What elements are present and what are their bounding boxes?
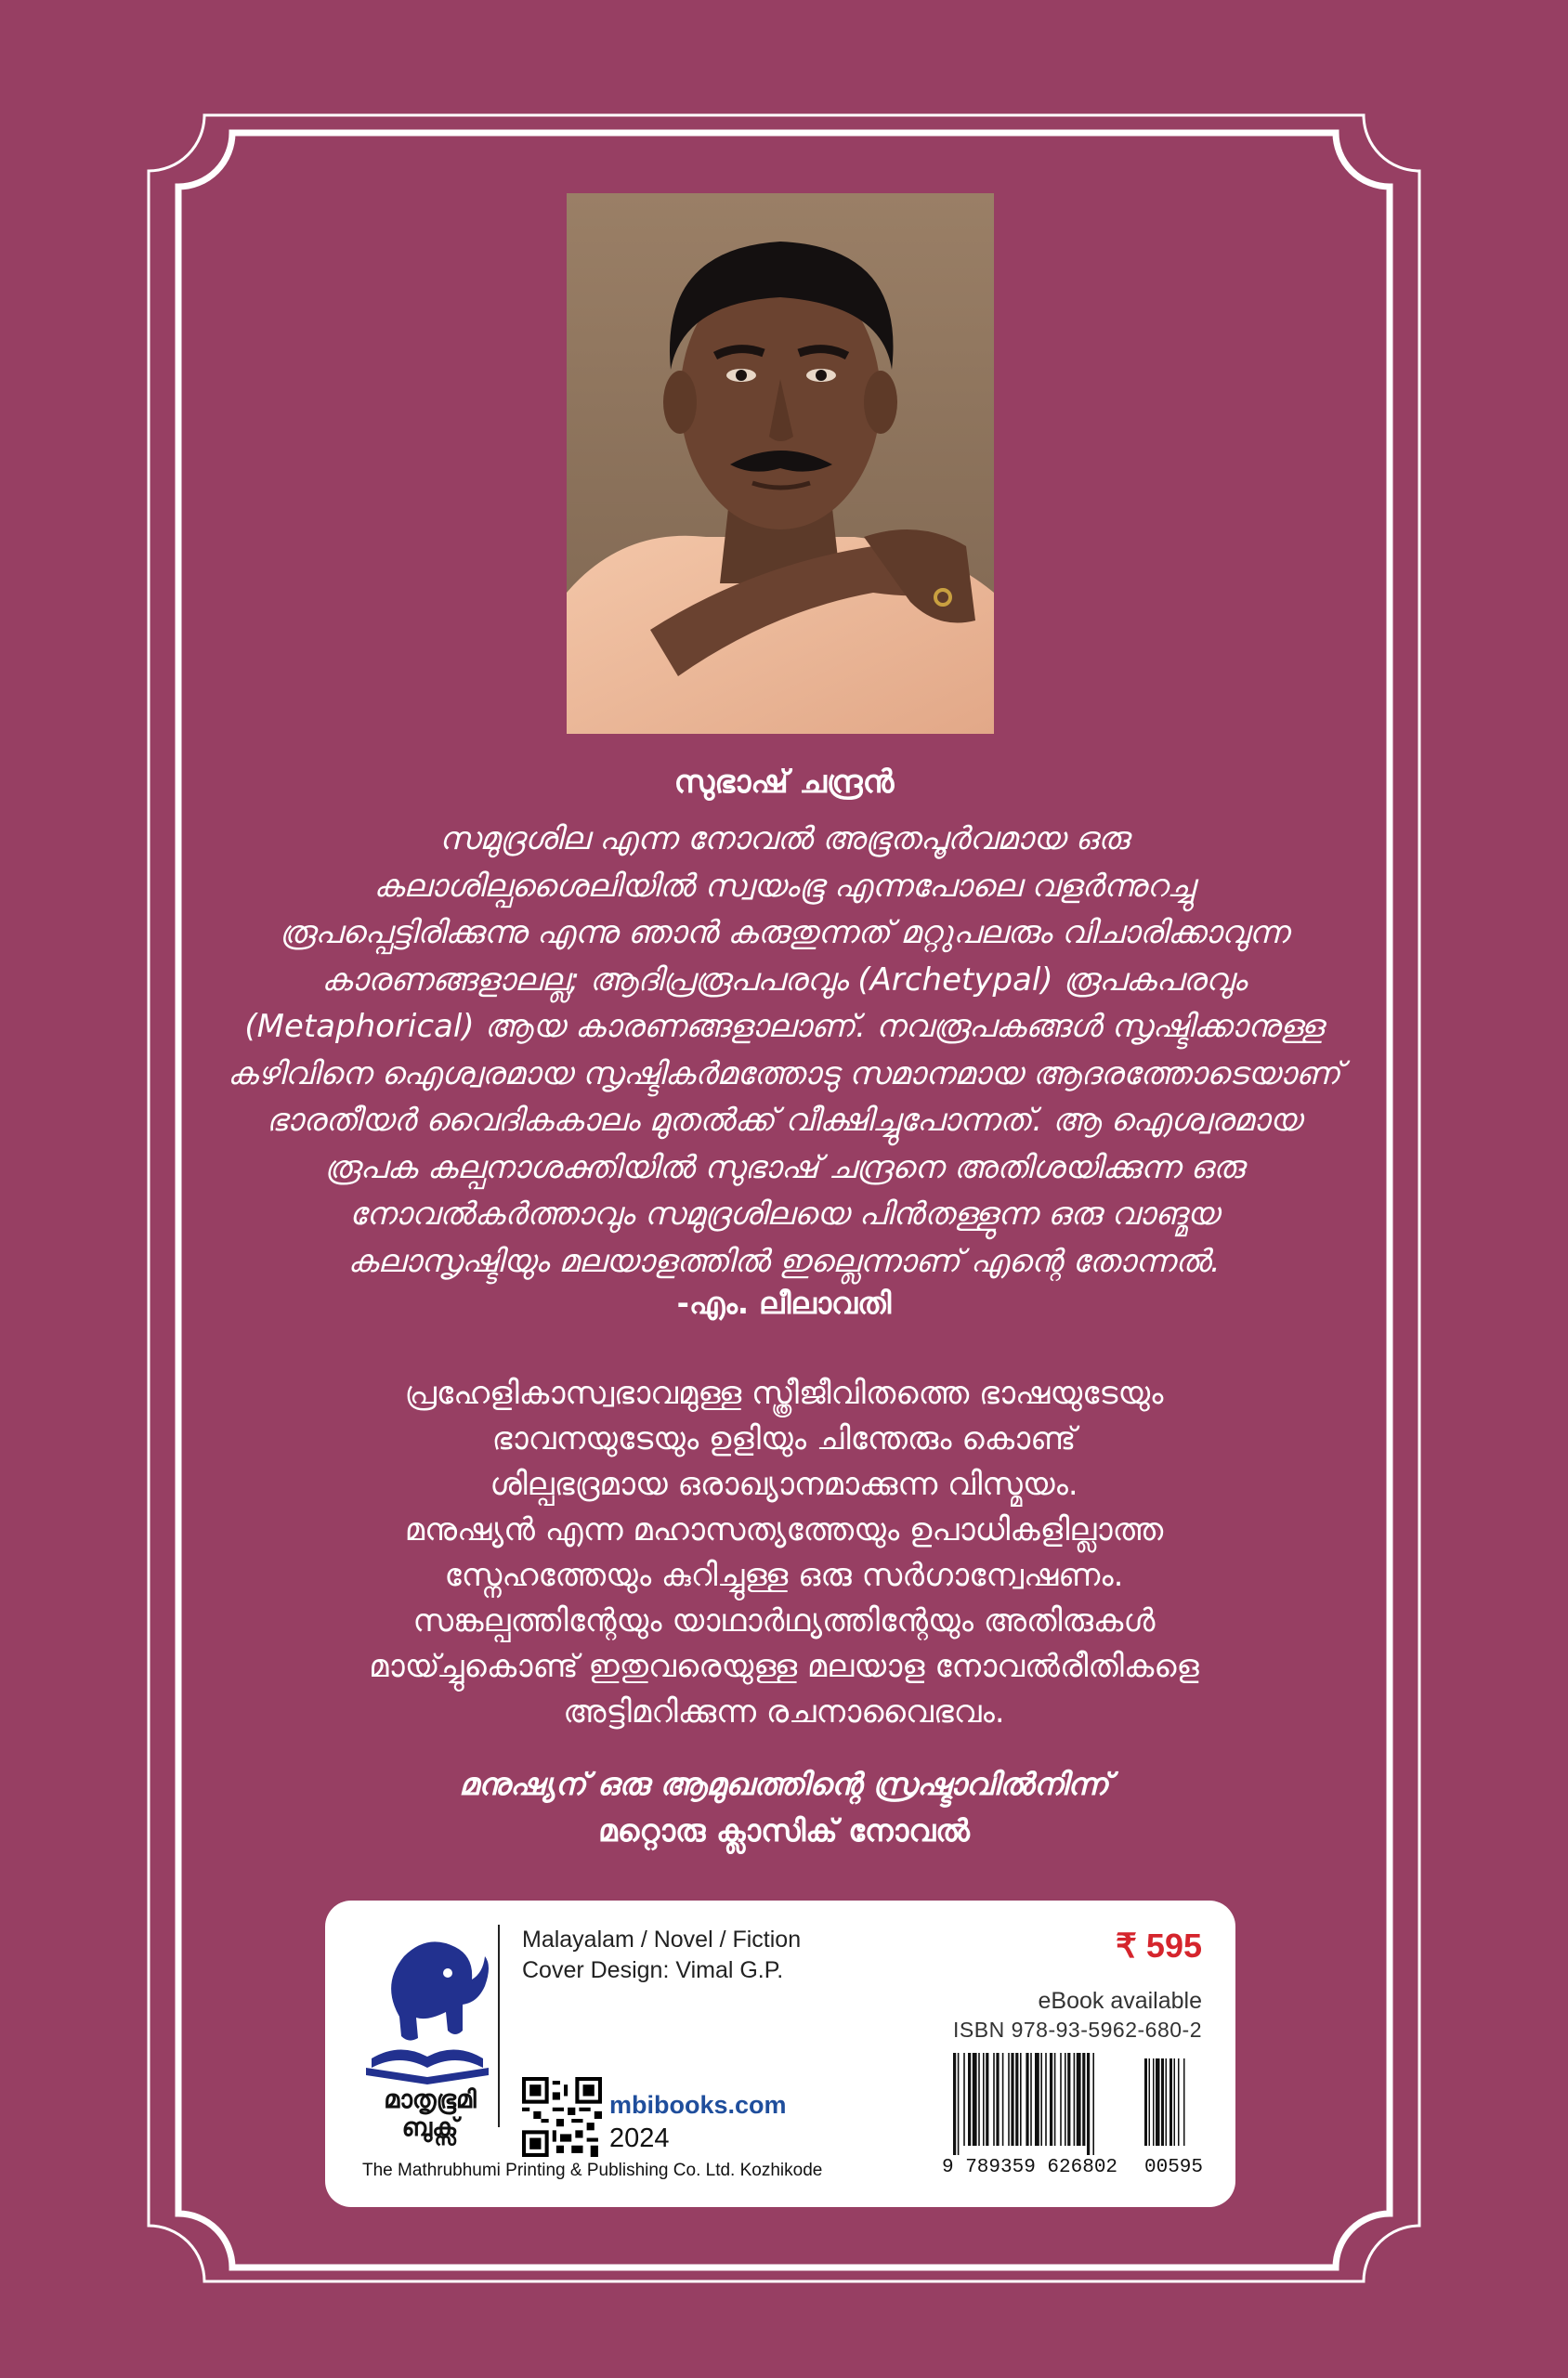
price: ₹ 595 bbox=[1116, 1927, 1202, 1965]
cover-design-text: Cover Design: Vimal G.P. bbox=[522, 1957, 784, 1983]
quote-line: രൂപപ്പെട്ടിരിക്കുന്നു എന്നു ഞാൻ കരുതുന്നത് മറ്റുപലരും വിചാരിക്കാവുന്ന bbox=[279, 914, 1289, 951]
quote-line: കലാസൃഷ്ടിയും മലയാളത്തിൽ ഇല്ലെന്നാണ് എന്റെ തോന്നൽ. bbox=[347, 1242, 1221, 1280]
blurb-line: പ്രഹേളികാസ്വഭാവമുള്ള സ്ത്രീജീവിതത്തെ ഭാഷയുടേയും bbox=[404, 1375, 1164, 1412]
elephant-book-logo-icon bbox=[362, 1928, 492, 2086]
website-link[interactable]: mbibooks.com bbox=[609, 2091, 787, 2119]
company-name: The Mathrubhumi Printing & Publishing Co. Ltd. Kozhikode bbox=[362, 2161, 823, 2180]
author-portrait-icon bbox=[567, 193, 994, 734]
quote-attribution: -എം. ലീലാവതി bbox=[676, 1286, 892, 1321]
tagline bbox=[149, 1761, 1419, 1854]
book-details bbox=[522, 1925, 801, 1986]
publisher-name-line-2: ബുക്സ് bbox=[401, 2113, 459, 2142]
publication-year: 2024 bbox=[609, 2123, 670, 2153]
tagline-line-1: മനുഷ്യന് ഒരു ആമുഖത്തിന്റെ സ്രഷ്ടാവിൽനിന്ന് bbox=[459, 1766, 1109, 1802]
quote-line: സമുദ്രശില എന്ന നോവൽ അഭൂതപൂർവമായ ഒരു bbox=[438, 820, 1130, 857]
barcode-icon bbox=[953, 2053, 1204, 2155]
qr-code-icon bbox=[522, 2077, 602, 2157]
review-quote bbox=[149, 816, 1419, 1285]
blurb-line: അട്ടിമറിക്കുന്ന രചനാവൈഭവം. bbox=[563, 1693, 1005, 1731]
book-blurb bbox=[149, 1371, 1419, 1735]
author-name: സുഭാഷ് ചന്ദ്രൻ bbox=[673, 764, 895, 801]
publisher-logo bbox=[362, 1928, 492, 2086]
genre-text: Malayalam / Novel / Fiction bbox=[522, 1927, 802, 1953]
barcode-addon-number: 00595 bbox=[1144, 2157, 1204, 2178]
quote-line: കഴിവിനെ ഐശ്വരമായ സൃഷ്ടികർമത്തോടു സമാനമായ ആദരത്തോടെയാണ് bbox=[227, 1054, 1341, 1092]
quote-line: നോവൽകർത്താവും സമുദ്രശിലയെ പിൻതള്ളുന്ന ഒരു വാങ്മയ bbox=[348, 1196, 1220, 1233]
barcode-number: 9 789359 626802 bbox=[942, 2157, 1118, 2178]
author-photo bbox=[567, 193, 994, 734]
blurb-line: സ്നേഹത്തേയും കുറിച്ചുള്ള ഒരു സർഗാന്വേഷണം. bbox=[444, 1557, 1124, 1594]
publisher-name-line-1: മാതൃഭൂമി bbox=[384, 2085, 477, 2114]
blurb-line: മനുഷ്യൻ എന്ന മഹാസത്യത്തേയും ഉപാധികളില്ലാത്ത bbox=[404, 1511, 1164, 1548]
publisher-name bbox=[360, 2086, 500, 2142]
isbn: ISBN 978-93-5962-680-2 bbox=[953, 2018, 1202, 2042]
vertical-divider bbox=[498, 1925, 500, 2127]
blurb-line: ഭാവനയുടേയും ഉളിയും ചിന്തേരും കൊണ്ട് bbox=[491, 1420, 1077, 1457]
ebook-availability: eBook available bbox=[1038, 1988, 1202, 2014]
blurb-line: സങ്കല്പത്തിന്റേയും യാഥാർഥ്യത്തിന്റേയും അതിരുകൾ bbox=[412, 1602, 1156, 1640]
quote-line: കാരണങ്ങളാലല്ല; ആദിപ്രരൂപപരവും (Archetypal) രൂപകപരവും bbox=[321, 960, 1247, 999]
quote-line: കലാശില്പശൈലിയിൽ സ്വയംഭൂ എന്നപോലെ വളർന്നുറച്ചു bbox=[373, 867, 1195, 905]
quote-line: രൂപക കല്പനാശക്തിയിൽ സുഭാഷ് ചന്ദ്രനെ അതിശയിക്കുന്ന ഒരു bbox=[323, 1148, 1245, 1186]
blurb-line: മായ്ച്ചുകൊണ്ട് ഇതുവരെയുള്ള മലയാള നോവൽരീതികളെ bbox=[369, 1648, 1199, 1685]
quote-line: ഭാരതീയർ വൈദികകാലം മുതൽക്ക് വീക്ഷിച്ചുപോന്നത്. ആ ഐശ്വരമായ bbox=[266, 1102, 1302, 1139]
quote-line: (Metaphorical) ആയ കാരണങ്ങളാലാണ്. നവരൂപകങ്ങൾ സൃഷ്ടിക്കാനുള്ള bbox=[244, 1008, 1324, 1045]
blurb-line: ശില്പഭദ്രമായ ഒരാഖ്യാനമാക്കുന്ന വിസ്മയം. bbox=[490, 1466, 1078, 1503]
publisher-info-box bbox=[325, 1901, 1235, 2207]
tagline-line-2: മറ്റൊരു ക്ലാസിക് നോവൽ bbox=[598, 1812, 970, 1849]
